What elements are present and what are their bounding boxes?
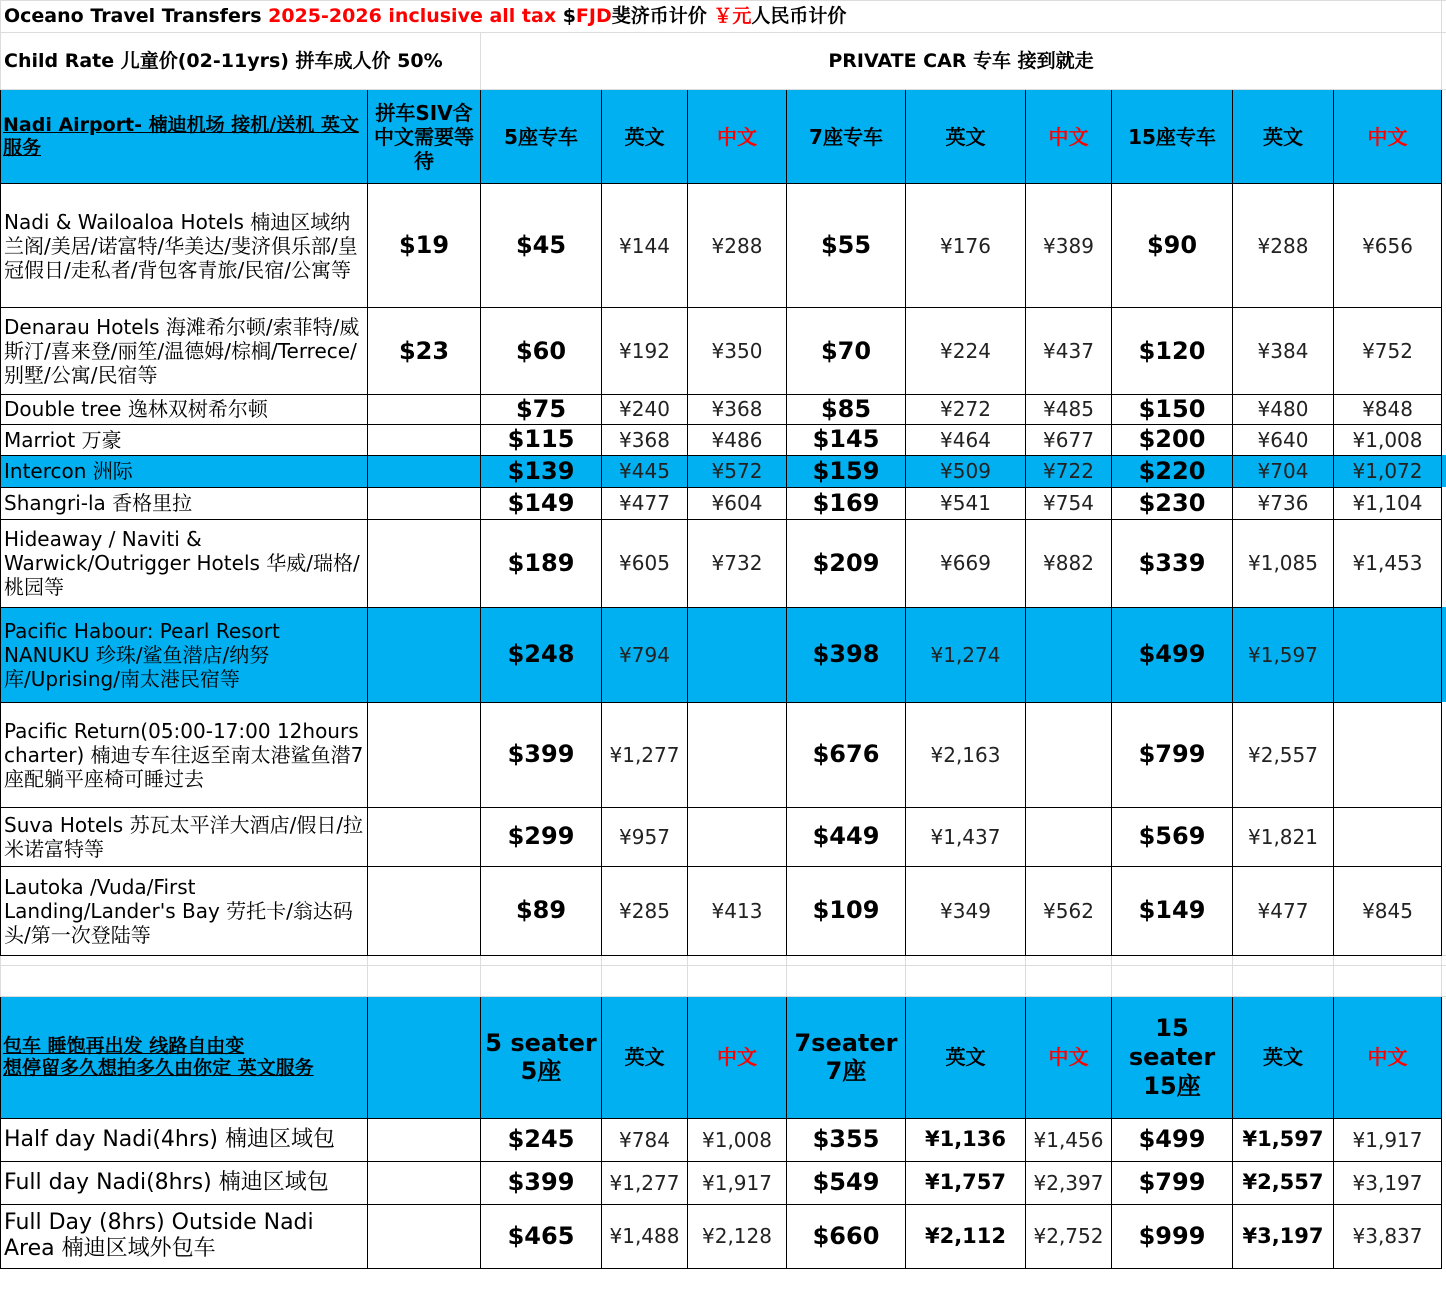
cny-chinese-price: [1026, 607, 1112, 702]
cny-chinese-price: ¥413: [688, 866, 787, 955]
siv-price: $19: [368, 184, 481, 308]
charter-name: Full day Nadi(8hrs) 楠迪区域包: [1, 1161, 368, 1204]
cny-chinese-price: ¥486: [688, 424, 787, 455]
destination-name: Nadi & Wailoaloa Hotels 楠迪区域纳兰阁/美居/诺富特/华美达/斐济俱乐部/皇冠假日/走私者/背包客青旅/民宿/公寓等: [1, 184, 368, 308]
header-en5: 英文: [602, 90, 688, 184]
fjd-price: $569: [1112, 807, 1233, 866]
cny-english-price: ¥384: [1233, 308, 1334, 395]
cny-chinese-price: ¥288: [688, 184, 787, 308]
cny-english-price: ¥464: [906, 424, 1026, 455]
destination-name: Marriot 万豪: [1, 424, 368, 455]
destination-name: Lautoka /Vuda/First Landing/Lander's Bay 劳托卡/翁达码头/第一次登陆等: [1, 866, 368, 955]
fjd-price: $549: [787, 1161, 906, 1204]
cny-chinese-price: ¥485: [1026, 395, 1112, 425]
cny-chinese-price: ¥752: [1334, 308, 1442, 395]
cny-english-price: ¥509: [906, 455, 1026, 487]
cny-chinese-price: ¥1,104: [1334, 487, 1442, 519]
cny-english-price: ¥1,085: [1233, 519, 1334, 607]
siv-price: [368, 702, 481, 807]
fjd-price: $70: [787, 308, 906, 395]
cny-english-price: ¥2,557: [1233, 702, 1334, 807]
table-row: [1, 1118, 1446, 1161]
cny-english-price: ¥736: [1233, 487, 1334, 519]
fjd-price: $115: [481, 424, 602, 455]
fjd-price: $139: [481, 455, 602, 487]
cny-chinese-price: [1334, 702, 1442, 807]
header-cn5: 中文: [688, 996, 787, 1118]
cny-chinese-price: ¥368: [688, 395, 787, 425]
cny-chinese-price: [1026, 807, 1112, 866]
table-row: [1, 519, 1446, 607]
fjd-price: $299: [481, 807, 602, 866]
cny-english-price: ¥1,274: [906, 607, 1026, 702]
table-row: [1, 184, 1446, 308]
table-row: [1, 395, 1446, 425]
cny-english-price: ¥477: [1233, 866, 1334, 955]
cny-english-price: ¥1,757: [906, 1161, 1026, 1204]
cny-english-price: ¥288: [1233, 184, 1334, 308]
cny-english-price: ¥445: [602, 455, 688, 487]
cny-english-price: ¥1,597: [1233, 1118, 1334, 1161]
fjd-price: $75: [481, 395, 602, 425]
cny-chinese-price: [688, 607, 787, 702]
cny-english-price: ¥1,437: [906, 807, 1026, 866]
fjd-price: $398: [787, 607, 906, 702]
cny-chinese-price: ¥1,453: [1334, 519, 1442, 607]
cny-english-price: ¥480: [1233, 395, 1334, 425]
fjd-price: $339: [1112, 519, 1233, 607]
cny-english-price: ¥794: [602, 607, 688, 702]
header-car7: 7座专车: [787, 90, 906, 184]
cny-english-price: ¥224: [906, 308, 1026, 395]
cny-english-price: ¥784: [602, 1118, 688, 1161]
cny-english-price: ¥349: [906, 866, 1026, 955]
siv-price: [368, 866, 481, 955]
cny-english-price: ¥144: [602, 184, 688, 308]
cny-chinese-price: ¥1,008: [688, 1118, 787, 1161]
cny-english-price: ¥3,197: [1233, 1204, 1334, 1268]
table-row: [1, 1204, 1446, 1268]
fjd-price: $60: [481, 308, 602, 395]
charter-name: Full Day (8hrs) Outside Nadi Area 楠迪区域外包车: [1, 1204, 368, 1268]
header-cn7: 中文: [1026, 90, 1112, 184]
cny-english-price: ¥957: [602, 807, 688, 866]
cny-english-price: ¥477: [602, 487, 688, 519]
table-row: [1, 607, 1446, 702]
cny-chinese-price: ¥3,837: [1334, 1204, 1442, 1268]
fjd-price: $465: [481, 1204, 602, 1268]
header-en5: 英文: [602, 996, 688, 1118]
cny-english-price: ¥541: [906, 487, 1026, 519]
cny-chinese-price: ¥572: [688, 455, 787, 487]
fjd-price: $90: [1112, 184, 1233, 308]
header-car15: 15座专车: [1112, 90, 1233, 184]
destination-name: Suva Hotels 苏瓦太平洋大酒店/假日/拉米诺富特等: [1, 807, 368, 866]
fjd-price: $55: [787, 184, 906, 308]
fjd-price: $399: [481, 702, 602, 807]
fjd-price: $676: [787, 702, 906, 807]
table-row: [1, 702, 1446, 807]
cny-chinese-price: ¥1,456: [1026, 1118, 1112, 1161]
header-cn5: 中文: [688, 90, 787, 184]
transfer-header-route: Nadi Airport- 楠迪机场 接机/送机 英文服务: [1, 90, 368, 184]
fjd-price: $189: [481, 519, 602, 607]
cny-chinese-price: ¥389: [1026, 184, 1112, 308]
header-cn15: 中文: [1334, 90, 1442, 184]
fjd-price: $149: [1112, 866, 1233, 955]
header-en15: 英文: [1233, 996, 1334, 1118]
table-row: [1, 455, 1446, 487]
cny-chinese-price: ¥2,128: [688, 1204, 787, 1268]
cny-chinese-price: [688, 807, 787, 866]
destination-name: Denarau Hotels 海滩希尔顿/索菲特/威斯汀/喜来登/丽笙/温德姆/棕榈/Terrece/别墅/公寓/民宿等: [1, 308, 368, 395]
table-row: [1, 866, 1446, 955]
fjd-price: $89: [481, 866, 602, 955]
cny-english-price: ¥2,112: [906, 1204, 1026, 1268]
cny-english-price: ¥1,821: [1233, 807, 1334, 866]
cny-chinese-price: ¥656: [1334, 184, 1442, 308]
fjd-price: $149: [481, 487, 602, 519]
fjd-price: $120: [1112, 308, 1233, 395]
private-car-heading: PRIVATE CAR 专车 接到就走: [481, 33, 1442, 90]
destination-name: Double tree 逸林双树希尔顿: [1, 395, 368, 425]
cny-chinese-price: [688, 702, 787, 807]
header-siv: 拼车SIV含中文需要等待: [368, 90, 481, 184]
table-row: [1, 487, 1446, 519]
header-car5: 5座专车: [481, 90, 602, 184]
cny-english-price: ¥669: [906, 519, 1026, 607]
fjd-price: $145: [787, 424, 906, 455]
header-en7: 英文: [906, 996, 1026, 1118]
destination-name: Intercon 洲际: [1, 455, 368, 487]
siv-price: $23: [368, 308, 481, 395]
cny-chinese-price: ¥604: [688, 487, 787, 519]
fjd-price: $660: [787, 1204, 906, 1268]
destination-name: Shangri-la 香格里拉: [1, 487, 368, 519]
cny-chinese-price: ¥437: [1026, 308, 1112, 395]
cny-english-price: ¥272: [906, 395, 1026, 425]
child-rate-note: Child Rate 儿童价(02-11yrs) 拼车成人价 50%: [1, 33, 481, 90]
cny-chinese-price: ¥1,072: [1334, 455, 1442, 487]
cny-english-price: ¥285: [602, 866, 688, 955]
fjd-price: $220: [1112, 455, 1233, 487]
siv-price: [368, 807, 481, 866]
cny-chinese-price: [1334, 807, 1442, 866]
fjd-price: $248: [481, 607, 602, 702]
table-row: [1, 807, 1446, 866]
cny-chinese-price: ¥845: [1334, 866, 1442, 955]
cny-english-price: ¥192: [602, 308, 688, 395]
siv-price: [368, 487, 481, 519]
cny-english-price: ¥605: [602, 519, 688, 607]
siv-price: [368, 395, 481, 425]
fjd-price: $999: [1112, 1204, 1233, 1268]
fjd-price: $499: [1112, 1118, 1233, 1161]
cny-chinese-price: ¥754: [1026, 487, 1112, 519]
fjd-price: $449: [787, 807, 906, 866]
cny-chinese-price: ¥848: [1334, 395, 1442, 425]
fjd-price: $245: [481, 1118, 602, 1161]
charter-header-title: [1, 996, 368, 1118]
page-title: Oceano Travel Transfers 2025-2026 inclusive all tax $FJD斐济币计价 ￥元人民币计价: [1, 1, 1442, 33]
cny-chinese-price: ¥732: [688, 519, 787, 607]
cny-english-price: ¥368: [602, 424, 688, 455]
cny-english-price: ¥240: [602, 395, 688, 425]
fjd-price: $499: [1112, 607, 1233, 702]
fjd-price: $209: [787, 519, 906, 607]
fjd-price: $109: [787, 866, 906, 955]
cny-chinese-price: ¥3,197: [1334, 1161, 1442, 1204]
table-row: [1, 308, 1446, 395]
header-seater15: 15 seater 15座: [1112, 996, 1233, 1118]
cny-chinese-price: ¥722: [1026, 455, 1112, 487]
cny-chinese-price: ¥882: [1026, 519, 1112, 607]
header-cn15: 中文: [1334, 996, 1442, 1118]
fjd-price: $150: [1112, 395, 1233, 425]
header-seater7: 7seater 7座: [787, 996, 906, 1118]
cny-chinese-price: ¥350: [688, 308, 787, 395]
fjd-price: $169: [787, 487, 906, 519]
siv-price: [368, 455, 481, 487]
charter-header-line1: 包车 睡饱再出发 线路自由变: [3, 1034, 245, 1057]
cny-chinese-price: [1026, 702, 1112, 807]
fjd-price: $85: [787, 395, 906, 425]
fjd-price: $200: [1112, 424, 1233, 455]
cny-chinese-price: ¥1,917: [1334, 1118, 1442, 1161]
cny-english-price: ¥704: [1233, 455, 1334, 487]
fjd-price: $230: [1112, 487, 1233, 519]
cny-chinese-price: [1334, 607, 1442, 702]
cny-chinese-price: ¥2,397: [1026, 1161, 1112, 1204]
cny-chinese-price: ¥1,008: [1334, 424, 1442, 455]
charter-name: Half day Nadi(4hrs) 楠迪区域包: [1, 1118, 368, 1161]
fjd-price: $399: [481, 1161, 602, 1204]
fjd-price: $45: [481, 184, 602, 308]
header-en7: 英文: [906, 90, 1026, 184]
charter-header-line2: 想停留多久想拍多久由你定 英文服务: [3, 1057, 314, 1080]
fjd-price: $799: [1112, 1161, 1233, 1204]
cny-chinese-price: ¥677: [1026, 424, 1112, 455]
destination-name: Pacific Return(05:00-17:00 12hours charter) 楠迪专车往返至南太港鲨鱼潜7座配躺平座椅可睡过去: [1, 702, 368, 807]
fjd-price: $159: [787, 455, 906, 487]
header-seater5: 5 seater 5座: [481, 996, 602, 1118]
siv-price: [368, 607, 481, 702]
cny-english-price: ¥1,136: [906, 1118, 1026, 1161]
cny-english-price: ¥1,597: [1233, 607, 1334, 702]
cny-english-price: ¥1,277: [602, 702, 688, 807]
cny-chinese-price: ¥1,917: [688, 1161, 787, 1204]
cny-english-price: ¥176: [906, 184, 1026, 308]
cny-chinese-price: ¥2,752: [1026, 1204, 1112, 1268]
table-row: [1, 1161, 1446, 1204]
cny-chinese-price: ¥562: [1026, 866, 1112, 955]
fjd-price: $799: [1112, 702, 1233, 807]
table-row: [1, 424, 1446, 455]
header-en15: 英文: [1233, 90, 1334, 184]
cny-english-price: ¥2,163: [906, 702, 1026, 807]
cny-english-price: ¥1,277: [602, 1161, 688, 1204]
destination-name: Pacific Habour: Pearl Resort NANUKU 珍珠/鲨鱼潜店/纳努库/Uprising/南太港民宿等: [1, 607, 368, 702]
charter-header-blank: [368, 996, 481, 1118]
destination-name: Hideaway / Naviti & Warwick/Outrigger Hotels 华威/瑞格/桃园等: [1, 519, 368, 607]
siv-price: [368, 424, 481, 455]
cny-english-price: ¥1,488: [602, 1204, 688, 1268]
siv-price: [368, 519, 481, 607]
cny-english-price: ¥640: [1233, 424, 1334, 455]
cny-english-price: ¥2,557: [1233, 1161, 1334, 1204]
fjd-price: $355: [787, 1118, 906, 1161]
header-cn7: 中文: [1026, 996, 1112, 1118]
